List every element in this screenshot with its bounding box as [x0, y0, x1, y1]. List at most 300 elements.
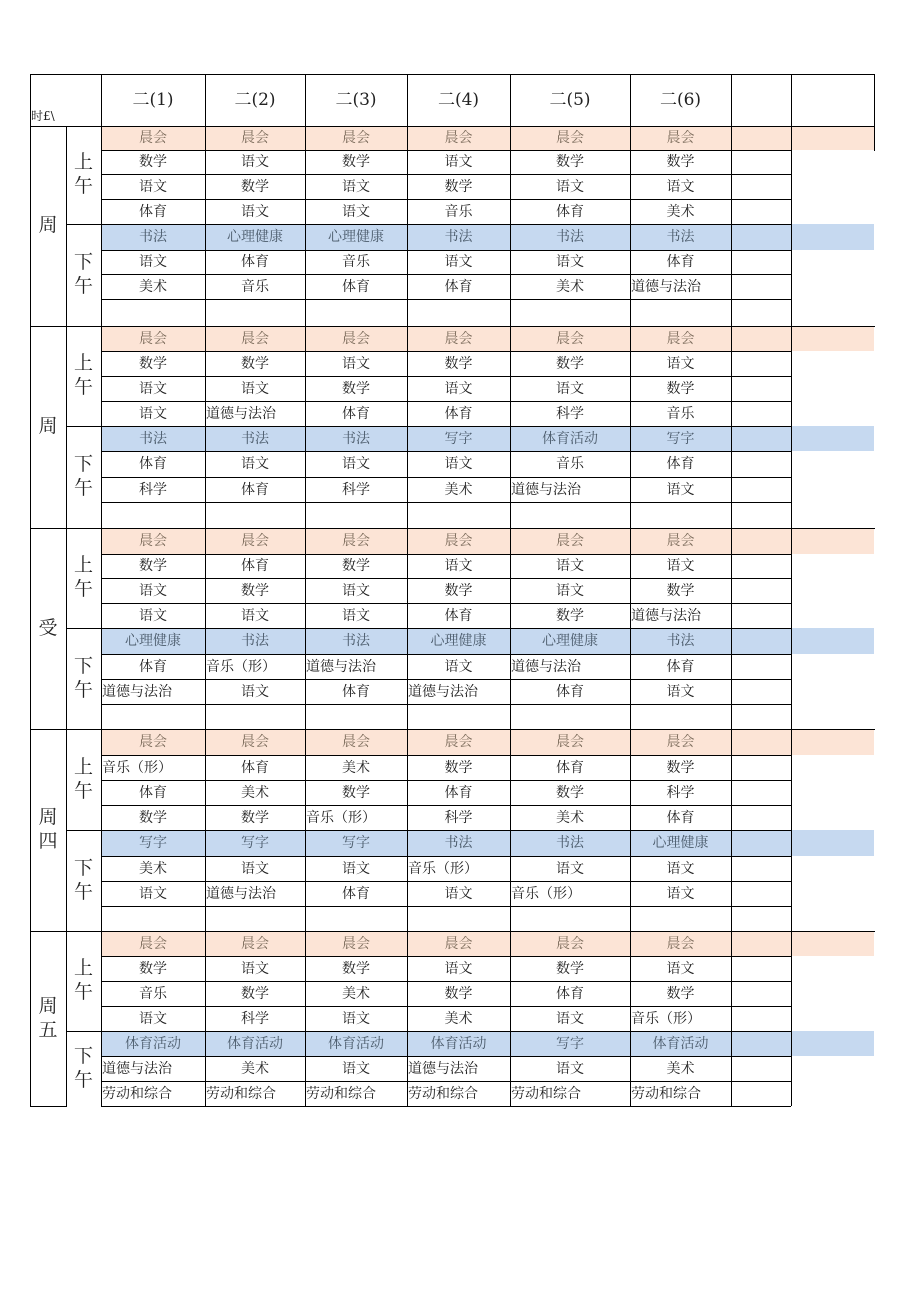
- lesson-cell: 心理健康: [430, 633, 487, 649]
- pm-label-char: 下: [73, 251, 93, 274]
- lesson-cell: 语文: [241, 154, 269, 170]
- lesson-cell: [510, 502, 630, 528]
- lesson-cell: 道德与法治: [511, 658, 581, 675]
- lesson-cell: 语文: [139, 607, 167, 624]
- column-line: [205, 326, 206, 528]
- header-separator: [101, 74, 102, 126]
- lesson-cell: 写字: [556, 1035, 584, 1052]
- lesson-cell: 晨会: [241, 533, 269, 549]
- lesson-cell: 美术: [241, 1060, 269, 1077]
- lesson-cell: 语文: [666, 178, 695, 195]
- block-separator: [30, 326, 875, 327]
- lesson-cell: 晨会: [444, 734, 473, 750]
- lesson-cell: [407, 502, 510, 528]
- column-line: [791, 126, 792, 326]
- lesson-cell: 数学: [666, 759, 695, 776]
- lesson-cell: 语文: [342, 178, 370, 195]
- right-border: [874, 74, 875, 151]
- lesson-cell: 语文: [139, 1010, 167, 1027]
- lesson-cell: 写字: [139, 835, 167, 851]
- top-border: [30, 74, 874, 75]
- lesson-cell: 体育: [556, 759, 584, 776]
- block-separator: [30, 528, 875, 529]
- lesson-cell: 道德与法治: [306, 658, 376, 675]
- lesson-cell: 写字: [666, 430, 695, 447]
- lesson-cell: 数学: [342, 558, 370, 574]
- lesson-cell: 语文: [342, 607, 370, 624]
- lesson-cell: 语文: [556, 380, 584, 397]
- lesson-cell: 晨会: [342, 130, 370, 146]
- lesson-cell: 语文: [342, 456, 370, 472]
- lesson-cell: 心理健康: [328, 229, 384, 245]
- day-label-char: 周: [38, 415, 58, 438]
- lesson-cell: 美术: [666, 203, 695, 220]
- corner-label: 时£\: [31, 109, 55, 123]
- column-line: [407, 729, 408, 931]
- lesson-cell: 体育: [342, 683, 370, 700]
- column-line: [305, 326, 306, 528]
- lesson-cell: 晨会: [241, 330, 269, 347]
- column-line: [731, 931, 732, 1106]
- class-header: 二(1): [132, 89, 174, 110]
- lesson-cell: [510, 299, 630, 326]
- lesson-cell: 体育: [241, 558, 269, 574]
- lesson-cell: 语文: [444, 254, 473, 270]
- column-line: [510, 931, 511, 1106]
- lesson-cell: 语文: [241, 860, 269, 877]
- lesson-cell: 体育: [666, 456, 695, 472]
- lesson-cell: 语文: [342, 1010, 370, 1027]
- lesson-cell: 语文: [139, 380, 167, 397]
- lesson-cell: 体育: [241, 254, 269, 270]
- pm-label-char: 午: [73, 678, 93, 701]
- block-separator: [30, 729, 875, 730]
- lesson-cell: 语文: [139, 582, 167, 599]
- row-line: [101, 1106, 791, 1107]
- lesson-cell: 体育活动: [652, 1035, 709, 1052]
- lesson-cell: 语文: [666, 960, 695, 977]
- lesson-cell: 语文: [444, 380, 473, 397]
- lesson-cell: 音乐: [556, 456, 584, 472]
- lesson-cell: 心理健康: [227, 229, 283, 245]
- pm-label-char: 午: [73, 1068, 93, 1091]
- lesson-cell: 数学: [139, 960, 167, 977]
- lesson-cell: [205, 502, 305, 528]
- am-pm-separator: [66, 224, 101, 225]
- pm-label-char: 下: [73, 856, 93, 879]
- lesson-cell: 科学: [139, 481, 167, 498]
- lesson-cell: 晨会: [444, 330, 473, 347]
- lesson-cell: 晨会: [666, 330, 695, 347]
- column-line: [791, 326, 792, 528]
- half-grid-separator: [101, 126, 102, 326]
- day-half-separator: [66, 931, 67, 1106]
- column-line: [510, 528, 511, 729]
- lesson-cell: 数学: [444, 355, 473, 372]
- column-line: [731, 528, 732, 729]
- lesson-cell: 道德与法治: [408, 683, 478, 700]
- column-line: [731, 126, 732, 326]
- lesson-cell: 晨会: [556, 330, 584, 347]
- lesson-cell: 语文: [556, 1060, 584, 1077]
- lesson-cell: 道德与法治: [631, 278, 701, 295]
- lesson-cell: 心理健康: [125, 633, 181, 649]
- lesson-cell: 美术: [444, 481, 473, 498]
- lesson-cell: 书法: [444, 835, 473, 851]
- lesson-cell: 语文: [444, 456, 473, 472]
- class-header: 二(2): [234, 89, 276, 110]
- lesson-cell: 晨会: [139, 734, 167, 750]
- lesson-cell: [305, 299, 407, 326]
- lesson-cell: [630, 704, 731, 729]
- lesson-cell: 体育: [139, 203, 167, 220]
- column-line: [630, 326, 631, 528]
- lesson-cell: 体育: [241, 481, 269, 498]
- lesson-cell: 语文: [241, 456, 269, 472]
- lesson-cell: 晨会: [139, 130, 167, 146]
- column-line: [407, 528, 408, 729]
- lesson-cell: [510, 906, 630, 931]
- header-separator: [630, 74, 631, 126]
- lesson-cell: 语文: [342, 860, 370, 877]
- column-line: [510, 326, 511, 528]
- lesson-cell: 数学: [444, 582, 473, 599]
- lesson-cell: 写字: [342, 835, 370, 851]
- column-line: [205, 126, 206, 326]
- lesson-cell: 数学: [241, 582, 269, 599]
- lesson-cell: 数学: [556, 607, 584, 624]
- lesson-cell: 美术: [241, 784, 269, 801]
- lesson-cell: 语文: [666, 885, 695, 902]
- am-pm-separator: [66, 628, 101, 629]
- lesson-cell: [305, 502, 407, 528]
- lesson-cell: 科学: [666, 784, 695, 801]
- column-line: [305, 931, 306, 1106]
- lesson-cell: 劳动和综合: [102, 1085, 172, 1102]
- lesson-cell: 晨会: [666, 130, 695, 146]
- am-label: [66, 528, 101, 628]
- pm-label-char: 午: [73, 477, 93, 499]
- lesson-cell: 体育活动: [125, 1035, 181, 1052]
- lesson-cell: 科学: [241, 1010, 269, 1027]
- lesson-cell: 体育: [139, 658, 167, 675]
- day-label-char: 四: [38, 830, 58, 852]
- am-label-char: 午: [73, 175, 93, 197]
- lesson-cell: 劳动和综合: [206, 1085, 276, 1102]
- day-label: [30, 326, 66, 528]
- lesson-cell: 书法: [556, 229, 584, 245]
- lesson-cell: 数学: [139, 809, 167, 826]
- lesson-cell: 音乐: [444, 203, 473, 220]
- lesson-cell: 美术: [556, 809, 584, 826]
- lesson-cell: 数学: [556, 355, 584, 372]
- lesson-cell: 语文: [556, 558, 584, 574]
- lesson-cell: 晨会: [666, 935, 695, 952]
- lesson-cell: 晨会: [666, 734, 695, 750]
- class-header: 二(4): [437, 89, 480, 110]
- column-line: [205, 931, 206, 1106]
- lesson-cell: [205, 906, 305, 931]
- lesson-cell: [630, 299, 731, 326]
- am-label-char: 上: [73, 755, 93, 778]
- lesson-cell: 数学: [139, 355, 167, 372]
- column-line: [791, 729, 792, 931]
- pm-label-char: 下: [73, 654, 93, 677]
- lesson-cell: 晨会: [556, 130, 584, 146]
- column-line: [305, 126, 306, 326]
- column-line: [731, 729, 732, 931]
- lesson-cell: 数学: [241, 985, 269, 1002]
- lesson-cell: 晨会: [556, 533, 584, 549]
- lesson-cell: 语文: [241, 203, 269, 220]
- lesson-cell: 科学: [556, 405, 584, 422]
- class-header: 二(5): [549, 89, 591, 110]
- lesson-cell: 道德与法治: [206, 885, 276, 902]
- lesson-cell: 晨会: [241, 734, 269, 750]
- lesson-cell: 语文: [139, 885, 167, 902]
- column-line: [630, 729, 631, 931]
- day-label: [30, 931, 66, 1106]
- lesson-cell: 书法: [241, 430, 269, 447]
- lesson-cell: 数学: [556, 784, 584, 801]
- lesson-cell: 晨会: [444, 533, 473, 549]
- lesson-cell: 音乐: [139, 985, 167, 1002]
- lesson-cell: [407, 299, 510, 326]
- lesson-cell: 体育: [556, 985, 584, 1002]
- lesson-cell: 语文: [241, 683, 269, 700]
- column-line: [305, 729, 306, 931]
- lesson-cell: 语文: [139, 178, 167, 195]
- lesson-cell: [407, 704, 510, 729]
- lesson-cell: 音乐（形）: [306, 809, 376, 826]
- lesson-cell: 语文: [666, 860, 695, 877]
- lesson-cell: 美术: [139, 278, 167, 295]
- class-header: 二(6): [659, 89, 702, 110]
- column-line: [791, 528, 792, 729]
- lesson-cell: 数学: [241, 355, 269, 372]
- lesson-cell: 劳动和综合: [511, 1085, 581, 1102]
- lesson-cell: 道德与法治: [631, 607, 701, 624]
- lesson-cell: 体育: [666, 809, 695, 826]
- am-label: [66, 729, 101, 830]
- lesson-cell: 语文: [444, 885, 473, 902]
- lesson-cell: 体育: [556, 203, 584, 220]
- lesson-cell: 语文: [444, 960, 473, 977]
- lesson-cell: 语文: [666, 683, 695, 700]
- lesson-cell: 道德与法治: [511, 481, 581, 498]
- lesson-cell: [205, 299, 305, 326]
- lesson-cell: 书法: [342, 430, 370, 447]
- lesson-cell: 数学: [139, 154, 167, 170]
- lesson-cell: 语文: [666, 558, 695, 574]
- lesson-cell: 体育: [342, 405, 370, 422]
- lesson-cell: [630, 502, 731, 528]
- column-line: [791, 931, 792, 1106]
- class-header: 二(3): [335, 89, 377, 110]
- lesson-cell: [630, 906, 731, 931]
- lesson-cell: [101, 502, 205, 528]
- lesson-cell: 书法: [139, 430, 167, 447]
- column-line: [510, 126, 511, 326]
- header-separator: [305, 74, 306, 126]
- lesson-cell: 道德与法治: [206, 405, 276, 422]
- lesson-cell: [305, 906, 407, 931]
- lesson-cell: [101, 906, 205, 931]
- header-separator: [205, 74, 206, 126]
- lesson-cell: 写字: [444, 430, 473, 447]
- lesson-cell: 体育: [666, 254, 695, 270]
- lesson-cell: 道德与法治: [102, 683, 172, 700]
- lesson-cell: 书法: [342, 633, 370, 649]
- day-label: [30, 126, 66, 326]
- lesson-cell: [510, 704, 630, 729]
- lesson-cell: 语文: [342, 582, 370, 599]
- lesson-cell: 音乐: [241, 278, 269, 295]
- lesson-cell: 音乐（形）: [631, 1010, 701, 1027]
- left-border: [30, 74, 31, 1107]
- lesson-cell: 语文: [666, 481, 695, 498]
- lesson-cell: 道德与法治: [408, 1060, 478, 1077]
- lesson-cell: 心理健康: [542, 633, 598, 649]
- lesson-cell: 语文: [241, 960, 269, 977]
- column-line: [630, 126, 631, 326]
- lesson-cell: 心理健康: [652, 835, 709, 851]
- lesson-cell: 语文: [556, 178, 584, 195]
- pm-label-char: 下: [73, 1044, 93, 1067]
- column-line: [407, 126, 408, 326]
- am-label: [66, 126, 101, 224]
- lesson-cell: 晨会: [556, 935, 584, 952]
- lesson-cell: 体育: [342, 885, 370, 902]
- lesson-cell: 晨会: [342, 935, 370, 952]
- lesson-cell: 数学: [342, 380, 370, 397]
- lesson-cell: 语文: [556, 254, 584, 270]
- lesson-cell: 数学: [139, 558, 167, 574]
- lesson-cell: 数学: [666, 154, 695, 170]
- block-separator: [30, 931, 875, 932]
- lesson-cell: 数学: [342, 784, 370, 801]
- column-line: [205, 729, 206, 931]
- lesson-cell: 晨会: [139, 533, 167, 549]
- lesson-cell: 体育活动: [542, 430, 598, 447]
- am-label-char: 上: [73, 957, 93, 980]
- lesson-cell: 语文: [444, 658, 473, 675]
- lesson-cell: 写字: [241, 835, 269, 851]
- lesson-cell: 美术: [556, 278, 584, 295]
- lesson-cell: 语文: [444, 154, 473, 170]
- day-label: [30, 528, 66, 729]
- lesson-cell: 书法: [241, 633, 269, 649]
- pm-label: [66, 1031, 101, 1106]
- lesson-cell: 体育活动: [328, 1035, 384, 1052]
- lesson-cell: 晨会: [666, 533, 695, 549]
- day-label-char: 周: [38, 994, 58, 1017]
- lesson-cell: 数学: [556, 154, 584, 170]
- class-header: [731, 74, 791, 126]
- am-label: [66, 931, 101, 1031]
- half-grid-separator: [101, 326, 102, 528]
- lesson-cell: 美术: [342, 759, 370, 776]
- lesson-cell: 体育: [444, 607, 473, 624]
- lesson-cell: 语文: [241, 380, 269, 397]
- column-line: [510, 729, 511, 931]
- lesson-cell: 数学: [666, 582, 695, 599]
- lesson-cell: 语文: [444, 558, 473, 574]
- column-line: [205, 528, 206, 729]
- half-grid-separator: [101, 931, 102, 1106]
- pm-label-char: 午: [73, 880, 93, 903]
- pm-label: [66, 628, 101, 729]
- lesson-cell: 体育: [556, 683, 584, 700]
- class-header: [791, 74, 874, 126]
- lesson-cell: 晨会: [241, 935, 269, 952]
- lesson-cell: 晨会: [342, 533, 370, 549]
- lesson-cell: 科学: [444, 809, 473, 826]
- pm-label: [66, 426, 101, 528]
- block-separator: [30, 126, 875, 127]
- day-label-char: 五: [38, 1018, 58, 1041]
- lesson-cell: 书法: [556, 835, 584, 851]
- column-line: [630, 931, 631, 1106]
- lesson-cell: 体育: [241, 759, 269, 776]
- header-separator: [791, 74, 792, 126]
- lesson-cell: 语文: [342, 355, 370, 372]
- lesson-cell: 数学: [444, 985, 473, 1002]
- column-line: [630, 528, 631, 729]
- day-label-char: 周: [38, 214, 58, 237]
- lesson-cell: 体育活动: [227, 1035, 283, 1052]
- bottom-border: [30, 1106, 67, 1107]
- lesson-cell: 劳动和综合: [306, 1085, 376, 1102]
- column-line: [305, 528, 306, 729]
- lesson-cell: 语文: [342, 203, 370, 220]
- lesson-cell: 体育: [444, 278, 473, 295]
- lesson-cell: 晨会: [139, 330, 167, 347]
- lesson-cell: 美术: [444, 1010, 473, 1027]
- pm-label-char: 午: [73, 275, 93, 297]
- lesson-cell: 劳动和综合: [631, 1085, 701, 1102]
- am-label-char: 上: [73, 151, 93, 174]
- lesson-cell: 数学: [444, 759, 473, 776]
- lesson-cell: [407, 906, 510, 931]
- column-line: [407, 931, 408, 1106]
- header-separator: [407, 74, 408, 126]
- lesson-cell: 美术: [666, 1060, 695, 1077]
- lesson-cell: 数学: [444, 178, 473, 195]
- am-label-char: 午: [73, 981, 93, 1003]
- lesson-cell: 体育活动: [430, 1035, 487, 1052]
- am-pm-separator: [66, 830, 101, 831]
- pm-label: [66, 224, 101, 326]
- lesson-cell: 晨会: [444, 935, 473, 952]
- lesson-cell: 体育: [139, 456, 167, 472]
- lesson-cell: 音乐（形）: [102, 759, 172, 776]
- lesson-cell: 数学: [342, 154, 370, 170]
- lesson-cell: 体育: [666, 658, 695, 675]
- am-pm-separator: [66, 426, 101, 427]
- lesson-cell: 书法: [666, 633, 695, 649]
- lesson-cell: 语文: [666, 355, 695, 372]
- lesson-cell: 语文: [556, 860, 584, 877]
- day-label: [30, 729, 66, 931]
- lesson-cell: 音乐: [342, 254, 370, 270]
- lesson-cell: 体育: [342, 278, 370, 295]
- pm-label-char: 下: [73, 453, 93, 476]
- header-separator: [731, 74, 732, 126]
- lesson-cell: 书法: [666, 229, 695, 245]
- lesson-cell: 数学: [241, 178, 269, 195]
- lesson-cell: [205, 704, 305, 729]
